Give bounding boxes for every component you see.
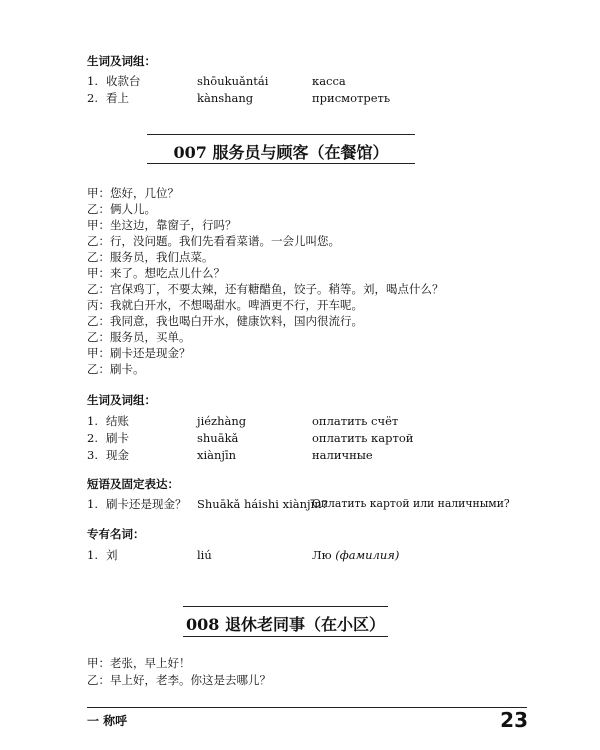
proper-noun-number: 1. — [87, 548, 98, 562]
title-rule-bottom — [183, 636, 388, 637]
dialogue-line: 甲：刷卡还是现金？ — [87, 346, 191, 360]
dialogue-line: 乙：服务员，我们点菜。 — [87, 250, 214, 264]
vocab-number: 3. — [87, 448, 98, 462]
dialogue-line: 甲：您好，几位？ — [87, 186, 179, 200]
phrase-translation: Оплатить картой или наличными? — [312, 497, 510, 510]
vocab-pinyin: xiànjīn — [197, 448, 237, 462]
vocab-number: 2. — [87, 91, 98, 105]
vocab-translation: наличные — [312, 448, 373, 462]
vocab-translation: присмотреть — [312, 91, 391, 105]
title-rule-top — [147, 134, 415, 135]
dialogue-line: 乙：宫保鸡丁，不要太辣，还有糖醋鱼，饺子。稍等。刘，喝点什么？ — [87, 282, 444, 296]
dialogue-line: 甲：老张，早上好！ — [87, 656, 191, 670]
proper-noun-pinyin: liú — [197, 548, 212, 562]
phrase-header: 短语及固定表达： — [87, 477, 179, 491]
title-rule-bottom — [147, 163, 415, 164]
vocab-header: 生词及词组： — [87, 393, 156, 407]
vocab-row — [0, 413, 600, 429]
footer-rule — [87, 707, 527, 708]
footer-chapter: 一 称呼 — [87, 714, 128, 728]
vocab-pinyin: shōukuǎntái — [197, 74, 269, 88]
vocab-translation: касса — [312, 74, 346, 88]
phrase-text: 刷卡还是现金？ — [106, 497, 187, 511]
dialogue-line: 丙：我就白开水，不想喝甜水。啤酒更不行，开车呢。 — [87, 298, 363, 312]
dialogue-line: 乙：刷卡。 — [87, 362, 145, 376]
proper-noun-word: 刘 — [106, 548, 118, 562]
page-number: 23 — [500, 708, 528, 732]
dialogue-line: 乙：我同意，我也喝白开水，健康饮料，国内很流行。 — [87, 314, 363, 328]
section-title: 007 服务员与顾客（在餐馆） — [173, 143, 389, 162]
proper-noun-note: (фамилия) — [335, 548, 400, 562]
phrase-row — [0, 496, 600, 512]
section-title: 008 退休老同事（在小区） — [186, 615, 385, 634]
vocab-pinyin: shuākǎ — [197, 431, 239, 445]
vocab-word: 结账 — [106, 414, 129, 428]
dialogue-line: 乙：俩人儿。 — [87, 202, 156, 216]
dialogue-line: 乙：服务员，买单。 — [87, 330, 191, 344]
title-rule-top — [183, 606, 388, 607]
proper-noun-translation — [312, 547, 399, 563]
vocab-word: 收款台 — [106, 74, 141, 88]
vocab-translation: оплатить картой — [312, 431, 414, 445]
dialogue-line: 甲：来了。想吃点儿什么？ — [87, 266, 225, 280]
vocab-word: 现金 — [106, 448, 129, 462]
vocab-pinyin: kànshang — [197, 91, 254, 105]
vocab-number: 1. — [87, 74, 98, 88]
vocab-number: 1. — [87, 414, 98, 428]
vocab-row — [0, 73, 600, 89]
vocab-pinyin: jiézhàng — [197, 414, 247, 428]
vocab-word: 刷卡 — [106, 431, 129, 445]
vocab-row — [0, 90, 600, 106]
phrase-number: 1. — [87, 497, 98, 511]
vocab-number: 2. — [87, 431, 98, 445]
dialogue-line: 乙：早上好，老李。你这是去哪儿？ — [87, 673, 271, 687]
dialogue-line: 甲：坐这边，靠窗子，行吗？ — [87, 218, 237, 232]
vocab-row — [0, 447, 600, 463]
phrase-pinyin: Shuākǎ háishi xiànjīn? — [197, 497, 328, 511]
proper-noun-ru: Лю — [312, 548, 332, 562]
vocab-header: 生词及词组： — [87, 54, 156, 68]
vocab-translation: оплатить счёт — [312, 414, 399, 428]
vocab-row — [0, 430, 600, 446]
proper-noun-row — [0, 547, 600, 563]
dialogue-line: 乙：行，没问题。我们先看看菜谱。一会儿叫您。 — [87, 234, 340, 248]
proper-noun-header: 专有名词： — [87, 527, 145, 541]
vocab-word: 看上 — [106, 91, 129, 105]
